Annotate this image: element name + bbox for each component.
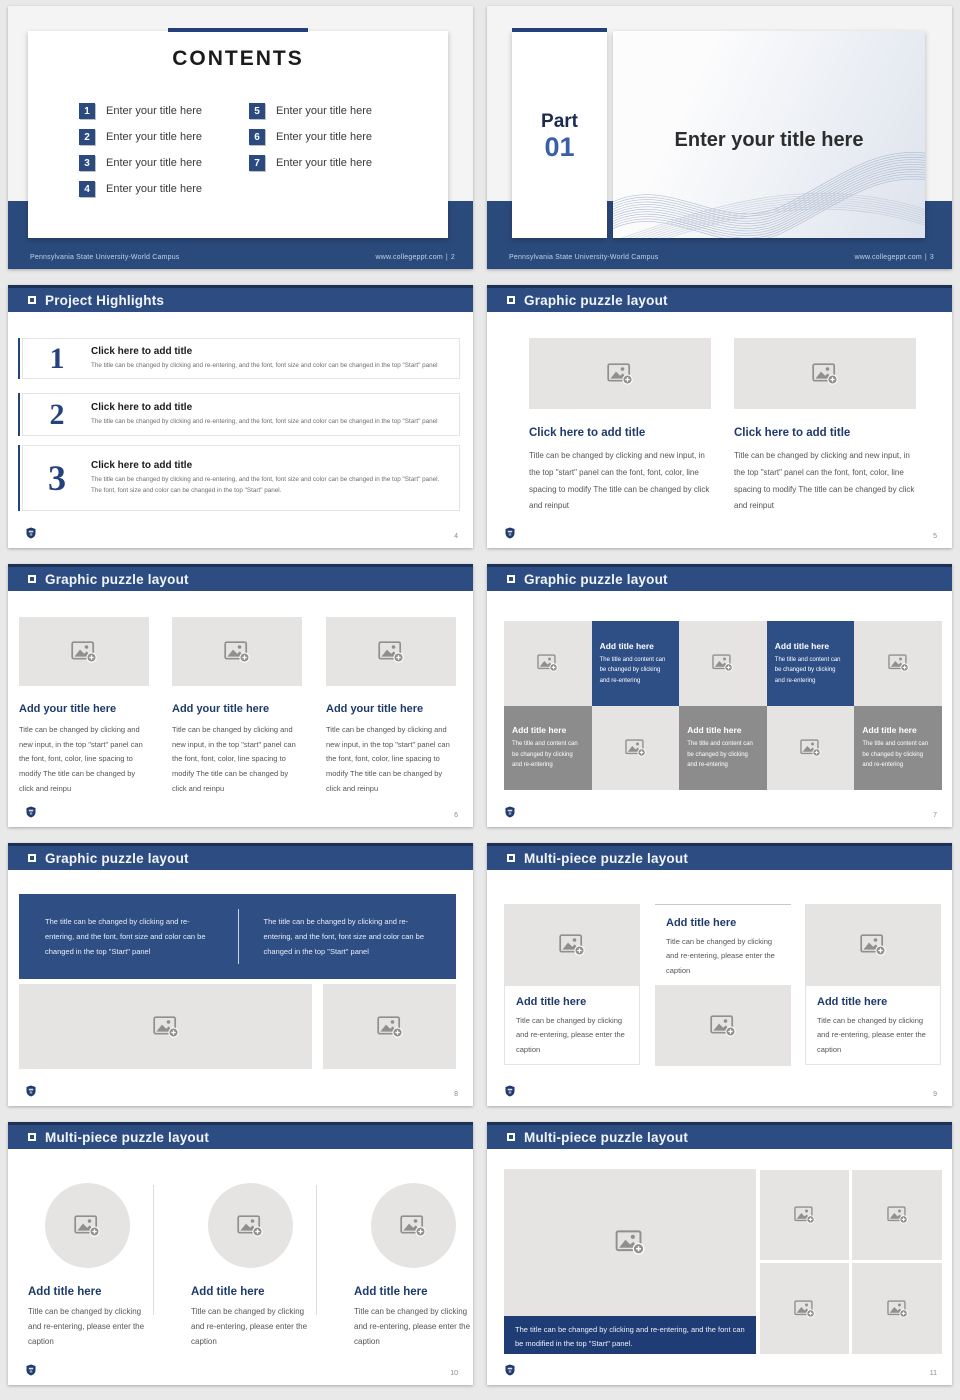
- row-5: [8, 1122, 952, 1385]
- image-placeholder-icon: [812, 363, 838, 385]
- slide-grid: [8, 6, 952, 1385]
- cell-body: The title and content can be changed by clicking and re-entering: [512, 741, 578, 768]
- slide-project-highlights: [8, 285, 473, 548]
- slide-header-bar: [8, 1122, 473, 1149]
- toc-number-badge: 6: [249, 129, 265, 145]
- image-placeholder-icon: [153, 1016, 179, 1038]
- image-placeholder: [852, 1263, 942, 1354]
- image-placeholder-icon: [224, 641, 250, 663]
- square-bullet-icon: [28, 1133, 36, 1141]
- slide-multi-piece-circles: [8, 1122, 473, 1385]
- card-body: Title can be changed by clicking and re-entering, please enter the caption: [191, 1307, 308, 1347]
- image-placeholder: [19, 984, 312, 1069]
- row-4: [8, 843, 952, 1106]
- page-number: 11: [929, 1370, 937, 1377]
- toc-label: Enter your title here: [106, 105, 202, 117]
- toc-number-badge: 4: [79, 181, 95, 197]
- shield-logo-icon: [505, 527, 515, 539]
- row-3: [8, 564, 952, 827]
- square-bullet-icon: [507, 575, 515, 583]
- page-number: 9: [933, 1091, 937, 1098]
- square-bullet-icon: [507, 854, 515, 862]
- cell-body: The title and content can be changed by clicking and re-entering: [774, 656, 841, 684]
- puzzle-column: [504, 904, 640, 1065]
- puzzle-column: [28, 1183, 146, 1350]
- highlight-number: 2: [49, 397, 65, 431]
- cell-body: The title and content can be changed by clicking and re-entering: [862, 741, 929, 768]
- toc-column-left: [79, 103, 202, 197]
- image-placeholder: [19, 617, 149, 686]
- cell-title: Add title here: [862, 725, 917, 735]
- toc-item: [249, 155, 372, 171]
- card-title: Add title here: [817, 996, 888, 1008]
- contents-title: CONTENTS: [172, 47, 304, 70]
- text-cell-gray: [679, 706, 767, 791]
- toc-item: [249, 129, 372, 145]
- image-placeholder-icon: [378, 641, 404, 663]
- slide-header-title: Graphic puzzle layout: [45, 850, 189, 866]
- image-placeholder-icon: [794, 1206, 815, 1224]
- footer-org-text: Pennsylvania State University-World Campus: [509, 254, 659, 261]
- card-body: Title can be changed by clicking and new input, in the top "start" panel can the font, font, color, line spacing to modify The title can be changed by click and reinput: [529, 451, 710, 511]
- highlight-body: The title can be changed by clicking and re-entering, and the font, font size and color can be changed in the top "Start" panel. The font, font size and color can be changed in the top "Start" panel.: [91, 475, 440, 494]
- banner-divider: [238, 909, 239, 964]
- highlight-row-1: [18, 338, 460, 379]
- slide-graphic-puzzle-three: [8, 564, 473, 827]
- toc-label: Enter your title here: [276, 157, 372, 169]
- slide-part-01: [487, 6, 952, 269]
- toc-label: Enter your title here: [276, 105, 372, 117]
- footer-site-text: www.collegeppt.com | 3: [854, 254, 934, 261]
- page-number: 10: [450, 1370, 458, 1377]
- square-bullet-icon: [28, 296, 36, 304]
- circle-image-placeholder: [371, 1183, 456, 1268]
- image-placeholder: [655, 985, 791, 1066]
- highlight-box: [22, 338, 460, 379]
- slide-multi-piece-mosaic: [487, 1122, 952, 1385]
- highlight-body: The title can be changed by clicking and re-entering, and the font, font size and color can be changed in the top "Start" panel: [91, 417, 438, 425]
- card-body: Title can be changed by clicking and new input, in the top "start" panel can the font, font, color, line spacing to modify The title can be changed by click and reinput: [734, 451, 915, 511]
- cell-body: The title and content can be changed by clicking and re-entering: [687, 741, 753, 768]
- image-placeholder-icon: [860, 934, 886, 956]
- shield-logo-icon: [26, 1364, 36, 1376]
- image-placeholder: [326, 617, 456, 686]
- slide-header-bar: [487, 285, 952, 312]
- toc-column-right: [249, 103, 372, 171]
- slide-header-bar: [8, 564, 473, 591]
- page-number: 4: [454, 533, 458, 540]
- toc-number-badge: 2: [79, 129, 95, 145]
- square-bullet-icon: [507, 1133, 515, 1141]
- highlight-text: [91, 402, 459, 427]
- text-cell-blue: [767, 621, 855, 706]
- card-body: Title can be changed by clicking and re-entering, please enter the caption: [516, 1016, 625, 1054]
- image-placeholder-icon: [74, 1215, 100, 1237]
- card-title: Add your title here: [326, 703, 424, 715]
- toc-label: Enter your title here: [106, 157, 202, 169]
- slide-header-title: Multi-piece puzzle layout: [524, 850, 689, 866]
- image-placeholder: [323, 984, 456, 1069]
- slide-header-bar: [8, 843, 473, 870]
- card-body: Title can be changed by clicking and new input, in the top "start" panel can the font, font, color, line spacing to modify The title can be changed by click and reinpu: [172, 725, 296, 793]
- cell-body: The title and content can be changed by clicking and re-entering: [599, 656, 666, 684]
- square-bullet-icon: [28, 854, 36, 862]
- title-accent-line: [168, 28, 308, 32]
- page-number: 2: [450, 254, 455, 261]
- banner-text-right: The title can be changed by clicking and re-entering, and the font, font size and color can be changed in the top "Start" panel: [263, 917, 425, 956]
- card-body: Title can be changed by clicking and new input, in the top "start" panel can the font, font, color, line spacing to modify The title can be changed by click and reinpu: [326, 725, 450, 793]
- text-card: [655, 904, 791, 985]
- toc-item: [79, 103, 202, 119]
- highlight-text: [91, 460, 459, 496]
- card-title: Add title here: [28, 1286, 102, 1298]
- toc-number-badge: 7: [249, 155, 265, 171]
- shield-logo-icon: [26, 1085, 36, 1097]
- cell-title: Add title here: [599, 640, 654, 651]
- image-placeholder-icon: [615, 1230, 645, 1255]
- slide-footer: [30, 254, 455, 261]
- caption-bar: The title can be changed by clicking and re-entering, and the font can be modified in the top "Start" panel.: [504, 1316, 756, 1354]
- checker-grid: [504, 621, 942, 790]
- card-title: Add title here: [191, 1286, 265, 1298]
- part-number: 01: [544, 132, 575, 162]
- part-card: [512, 31, 607, 238]
- image-placeholder: [760, 1263, 849, 1354]
- slide-graphic-puzzle-grid: [487, 564, 952, 827]
- card-title: Click here to add title: [734, 427, 851, 439]
- image-placeholder-icon: [887, 1300, 908, 1318]
- image-placeholder: [592, 706, 680, 791]
- text-cell-gray: [854, 706, 942, 791]
- shield-logo-icon: [26, 806, 36, 818]
- image-placeholder: [172, 617, 302, 686]
- slide-footer: [509, 254, 934, 261]
- highlight-title: Click here to add title: [91, 401, 193, 413]
- page-number: 3: [929, 254, 934, 261]
- highlight-title: Click here to add title: [91, 459, 193, 471]
- image-placeholder-icon: [625, 739, 646, 757]
- text-card: [504, 985, 640, 1065]
- table-of-contents: [28, 103, 448, 223]
- image-placeholder: [734, 338, 916, 409]
- image-placeholder-icon: [794, 1300, 815, 1318]
- card-title: Click here to add title: [529, 427, 646, 439]
- row-accent-bar: [18, 393, 20, 436]
- row-2: [8, 285, 952, 548]
- blue-banner: [19, 894, 456, 979]
- contents-card: [28, 31, 448, 238]
- part-accent-line: [512, 28, 607, 32]
- puzzle-column: [805, 904, 941, 1065]
- row-accent-bar: [18, 445, 20, 511]
- slide-header-title: Graphic puzzle layout: [45, 571, 189, 587]
- part-title: Enter your title here: [674, 129, 864, 151]
- column-divider: [153, 1185, 154, 1315]
- square-bullet-icon: [28, 575, 36, 583]
- card-title: Add title here: [516, 996, 587, 1008]
- card-title: Add your title here: [19, 703, 117, 715]
- circle-image-placeholder: [45, 1183, 130, 1268]
- puzzle-column: [191, 1183, 309, 1350]
- square-bullet-icon: [507, 296, 515, 304]
- toc-label: Enter your title here: [276, 131, 372, 143]
- card-body: Title can be changed by clicking and new input, in the top "start" panel can the font, font, color, line spacing to modify The title can be changed by click and reinpu: [19, 725, 143, 793]
- image-placeholder-icon: [237, 1215, 263, 1237]
- card-title: Add title here: [666, 917, 737, 929]
- banner-text-left: The title can be changed by clicking and re-entering, and the font, font size and color can be changed in the top "Start" panel: [45, 917, 206, 956]
- highlight-number: 1: [49, 341, 65, 375]
- image-placeholder: [504, 904, 640, 985]
- image-placeholder: [767, 706, 855, 791]
- card-body: Title can be changed by clicking and re-entering, please enter the caption: [817, 1016, 926, 1054]
- circle-image-placeholder: [208, 1183, 293, 1268]
- cell-title: Add title here: [512, 725, 567, 735]
- toc-item: [79, 129, 202, 145]
- toc-label: Enter your title here: [106, 183, 202, 195]
- image-placeholder: [760, 1170, 849, 1260]
- toc-item: [79, 181, 202, 197]
- shield-logo-icon: [26, 527, 36, 539]
- highlight-number: 3: [48, 458, 66, 498]
- slide-header-title: Graphic puzzle layout: [524, 571, 668, 587]
- puzzle-column: [655, 904, 791, 1066]
- image-placeholder-icon: [888, 654, 909, 672]
- image-placeholder-icon: [800, 739, 821, 757]
- card-body: Title can be changed by clicking and re-entering, please enter the caption: [354, 1307, 471, 1347]
- highlight-row-2: [18, 393, 460, 436]
- page-number: 5: [933, 533, 937, 540]
- part-label: Part: [541, 111, 578, 132]
- image-placeholder-icon: [400, 1215, 426, 1237]
- shield-logo-icon: [505, 806, 515, 818]
- row-1: [8, 6, 952, 269]
- text-cell-gray: [504, 706, 592, 791]
- image-placeholder: [852, 1170, 942, 1260]
- card-body: Title can be changed by clicking and re-entering, please enter the caption: [28, 1307, 145, 1347]
- toc-label: Enter your title here: [106, 131, 202, 143]
- column-divider: [316, 1185, 317, 1315]
- image-placeholder: [854, 621, 942, 706]
- slide-header-bar: [487, 1122, 952, 1149]
- image-placeholder-icon: [71, 641, 97, 663]
- highlight-row-3: [18, 445, 460, 511]
- image-placeholder-icon: [607, 363, 633, 385]
- cell-title: Add title here: [687, 725, 742, 735]
- slide-header-bar: [487, 843, 952, 870]
- image-placeholder-icon: [887, 1206, 908, 1224]
- highlight-title: Click here to add title: [91, 345, 193, 357]
- card-body: Title can be changed by clicking and re-entering, please enter the caption: [666, 937, 775, 975]
- image-placeholder-icon: [712, 654, 733, 672]
- card-title: Add your title here: [172, 703, 270, 715]
- shield-logo-icon: [505, 1364, 515, 1376]
- toc-number-badge: 5: [249, 103, 265, 119]
- toc-item: [79, 155, 202, 171]
- part-title-panel: [613, 31, 925, 238]
- slide-header-title: Project Highlights: [45, 292, 165, 308]
- card-title: Add title here: [354, 1286, 428, 1298]
- highlight-box: [22, 445, 460, 511]
- image-placeholder-icon: [559, 934, 585, 956]
- toc-number-badge: 1: [79, 103, 95, 119]
- wave-decoration: [613, 106, 925, 238]
- image-placeholder: [504, 621, 592, 706]
- slide-header-bar: [487, 564, 952, 591]
- puzzle-column: [172, 617, 302, 796]
- slide-multi-piece-alternating: [487, 843, 952, 1106]
- image-placeholder: [805, 904, 941, 985]
- cell-title: Add title here: [774, 640, 830, 651]
- image-placeholder-icon: [377, 1016, 403, 1038]
- text-card: [805, 985, 941, 1065]
- puzzle-column: [529, 338, 711, 515]
- puzzle-column: [734, 338, 916, 515]
- image-placeholder-icon: [537, 654, 558, 672]
- highlight-body: The title can be changed by clicking and re-entering, and the font, font size and color can be changed in the top "Start" panel: [91, 361, 438, 369]
- slide-graphic-puzzle-banner: [8, 843, 473, 1106]
- image-placeholder-large: [504, 1169, 756, 1316]
- slide-header-bar: [8, 285, 473, 312]
- toc-number-badge: 3: [79, 155, 95, 171]
- page-number: 7: [933, 812, 937, 819]
- footer-site-text: www.collegeppt.com | 2: [375, 254, 455, 261]
- toc-item: [249, 103, 372, 119]
- text-cell-blue: [592, 621, 680, 706]
- row-accent-bar: [18, 338, 20, 379]
- highlight-box: [22, 393, 460, 436]
- slide-header-title: Graphic puzzle layout: [524, 292, 668, 308]
- image-placeholder: [679, 621, 767, 706]
- slide-graphic-puzzle-two: [487, 285, 952, 548]
- slide-header-title: Multi-piece puzzle layout: [45, 1129, 210, 1145]
- puzzle-column: [326, 617, 456, 796]
- footer-org-text: Pennsylvania State University-World Campus: [30, 254, 180, 261]
- slide-header-title: Multi-piece puzzle layout: [524, 1129, 689, 1145]
- image-placeholder-icon: [710, 1015, 736, 1037]
- slide-contents: [8, 6, 473, 269]
- puzzle-column: [354, 1183, 472, 1350]
- image-placeholder: [529, 338, 711, 409]
- puzzle-column: [19, 617, 149, 796]
- page-number: 6: [454, 812, 458, 819]
- highlight-text: [91, 346, 459, 371]
- shield-logo-icon: [505, 1085, 515, 1097]
- page-number: 8: [454, 1091, 458, 1098]
